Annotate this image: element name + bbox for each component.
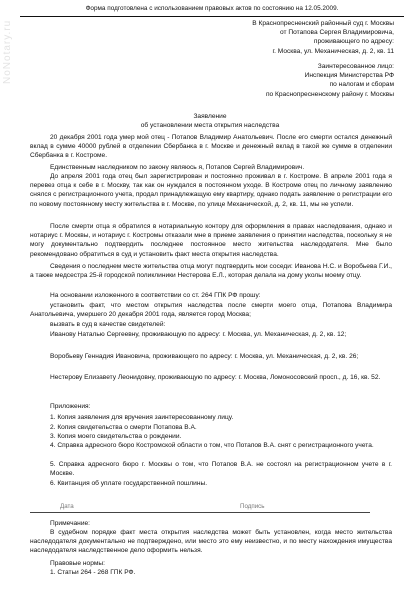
- attachments-title: Приложения:: [50, 403, 91, 410]
- court-line: г. Москва, ул. Механическая, д. 2, кв. 11: [272, 47, 394, 55]
- paragraph-notary: После смерти отца я обратился в нотариальную контору для оформления в правах наследования, однако и нотариус г. Москвы, и нотариус г. Костромы отказали мне в приеме заявления о принятии наследства, поскольку я не могу документально подтвердить последнее постоянное место жительства наследодателя. Мне было рекомендовано обратиться в суд и установить факт места открытия наследства.: [30, 223, 392, 258]
- witness-item: Нестерову Елизавету Леонидовну, проживающую по адресу: г. Москва, Ломоносовский просп., д. 16, кв. 52.: [50, 374, 381, 381]
- title-subline: об установлении места открытия наследства: [140, 122, 280, 130]
- court-line: В Краснопресненский районный суд г. Москвы: [252, 20, 394, 27]
- attachment-item: 5. Справка адресного бюро г. Москвы о том, что Потапов В.А. не состоял на регистрационном учете в г. Москве.: [50, 461, 392, 478]
- title-line: Заявление: [193, 113, 227, 120]
- signature-line: [30, 512, 370, 513]
- paragraph-witness-info: Сведения о последнем месте жительства отца могут подтвердить мои соседи: Иванова Н.С. и Воробьева Г.И., а также медсестра 25-й городской поликлиники Нестерова Е.Л., которая делала на дому уколы моему отцу.: [30, 263, 392, 280]
- legal-title: Правовые нормы:: [50, 560, 105, 567]
- paragraph-death: 20 декабря 2001 года умер мой отец - Потапов Владимир Анатольевич. После его смерти остался денежный вклад в сумме 40000 рублей в отделении Сбербанка в г. Москве и денежный вклад в такой же сумме в отделении Сбербанка в г. Костроме.: [30, 134, 392, 160]
- request-intro: На основании изложенного в соответствии со ст. 264 ГПК РФ прошу:: [50, 292, 261, 299]
- attachment-item: 6. Квитанция об уплате государственной пошлины.: [50, 480, 208, 487]
- attachment-item: 3. Копия моего свидетельства о рождении.: [50, 433, 182, 440]
- attachment-item: 2. Копия свидетельства о смерти Потапова В.А.: [50, 424, 197, 431]
- interested-line: Заинтересованное лицо:: [317, 63, 394, 70]
- interested-party: [266, 62, 394, 99]
- attachment-item: 4. Справка адресного бюро Костромской области о том, что Потапов В.А. снят с регистрационного учета.: [50, 442, 374, 449]
- note-text: В судебном порядке факт места открытия наследства может быть установлен, когда место жительства наследодателя документально не подтверждено, или место это ему неизвестно, и по месту нахождения имущества наследодателя наследственное дело оформить нельзя.: [30, 529, 392, 555]
- witness-item: Воробьеву Геннадия Ивановича, проживающего по адресу: г. Москва, ул. Механическая, д. 2, кв. 26;: [50, 353, 359, 360]
- legal-text: 1. Статьи 264 - 268 ГПК РФ.: [50, 569, 136, 576]
- form-header: Форма подготовлена с использованием правовых актов по состоянию на 12.05.2009.: [20, 3, 404, 17]
- request-witness-intro: вызвать в суд в качестве свидетелей:: [50, 321, 166, 328]
- date-label: Дата: [60, 503, 74, 510]
- witness-item: Иванову Наталью Сергеевну, проживающую по адресу: г. Москва, ул. Механическая, д. 2, кв. 12;: [50, 331, 347, 338]
- attachment-item: 1. Копия заявления для вручения заинтересованному лицу.: [50, 414, 234, 421]
- court-line: проживающего по адресу:: [313, 38, 394, 46]
- paragraph-residence: До апреля 2001 года отец был зарегистрирован и постоянно проживал в г. Костроме. В апреле 2001 года я перевез отца к себе в г. Москву, так как он нуждался в постоянном уходе. В Костроме отец по личному заявлению снялся с регистрационного учета, продал принадлежащую ему квартиру, однако подать заявление о регистрации его по новому постоянному месту жительства в г. Москве, по улице Механической, д. 2, кв. 11, мы не успели.: [30, 173, 392, 208]
- note-title: Примечание:: [50, 520, 90, 527]
- interested-line: по налогам и сборам: [329, 81, 394, 89]
- interested-line: Инспекция Министерства РФ: [304, 72, 394, 80]
- interested-line: по Краснопресненскому району г. Москвы: [265, 90, 394, 98]
- watermark: NoNotary.ru: [2, 19, 13, 84]
- court-addressee: [252, 19, 394, 56]
- court-line: от Потапова Сергея Владимировича,: [280, 29, 394, 37]
- paragraph-heir: Единственным наследником по закону являюсь я, Потапов Сергей Владимирович.: [50, 164, 305, 171]
- signature-label: Подпись: [240, 503, 265, 510]
- request-establish: установить факт, что местом открытия наследства после смерти моего отца, Потапова Владимира Анатольевича, умершего 20 декабря 2001 года, является город Москва;: [30, 302, 392, 319]
- document-title: [0, 112, 420, 130]
